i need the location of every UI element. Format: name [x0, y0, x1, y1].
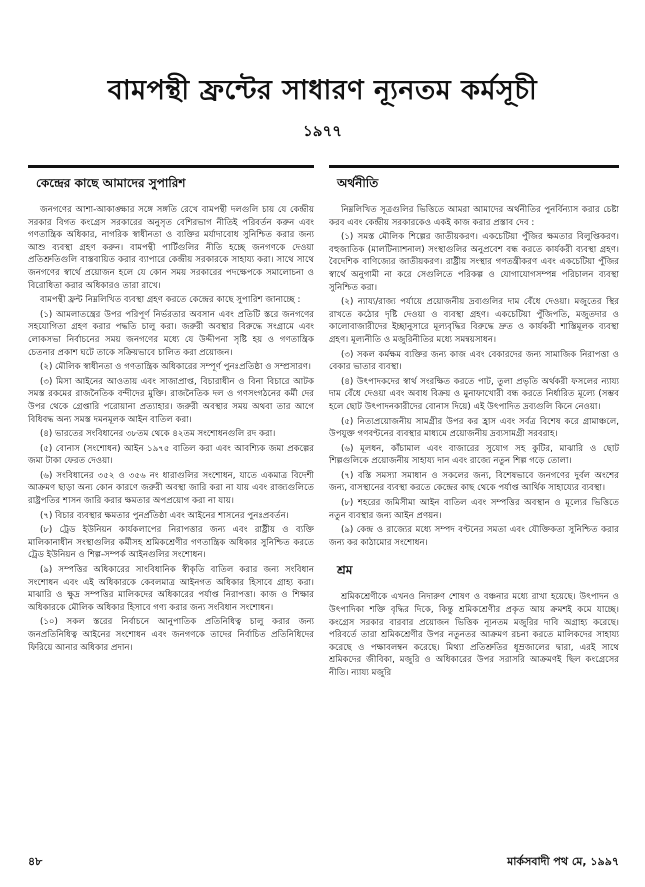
- paragraph: শ্রমিকশ্রেণীকে এখনও নিদারুণ শোষণ ও বঞ্চনার মধ্যে রাখা হয়েছে। উৎপাদন ও উৎপাদিকা শক্তি বৃদ্ধির দিকে, কিন্তু শ্রমিকশ্রেণীর প্রকৃত আয় ক্রমশই কমে যাচ্ছে। কংগ্রেস সরকার বারবার প্রয়োজন ভিত্তিক ন্যূনতম মজুরির দাবি অগ্রাহ্য করেছে। পরিবর্তে তারা শ্রমিকশ্রেণীর উপর নতুনতর আক্রমণ রচনা করতে মালিকদের সাহায্য করেছে ও পক্ষাবলম্বন করেছে। মিথ্যা প্রতিশ্রুতির ধূম্রজালের দ্বারা, এরই সাথে শ্রমিকদের জীবিকা, মজুরি ও অধিকারের উপর সরাসরি আক্রমণই ছিল কংগ্রেসের নীতি। ন্যায্য মজুরি: [329, 592, 619, 678]
- paragraph: জনগণের আশা-আকাঙ্ক্ষার সঙ্গে সঙ্গতি রেখে বামপন্থী দলগুলি চায় যে কেন্দ্রীয় সরকার বিগত কংগ্রেস সরকারের অনুসৃত বেশিরভাগ নীতিই পরিবর্তন করুন এবং গণতান্ত্রিক অধিকার, নাগরিক স্বাধীনতা ও ব্যক্তির মর্যাদাবোধ সুনিশ্চিত করার জন্য আশু ব্যবস্থা গ্রহণ করুন। বামপন্থী পার্টিগুলির নীতি হচ্ছে জনগণকে দেওয়া প্রতিশ্রুতিগুলি বাস্তবায়িত করার ব্যাপারে কেন্দ্রীয় সরকারকে সাহায্য করা। সাথে সাথে জনগণের স্বার্থে প্রয়োজন হলে যে কোন সময় সরকারের পদক্ষেপকে সমালোচনা ও বিরোধিতা করার অধিকারও তারা রাখে।: [28, 205, 314, 291]
- paragraph: (২) মৌলিক স্বাধীনতা ও গণতান্ত্রিক অধিকারের সম্পূর্ণ পুনঃপ্রতিষ্ঠা ও সম্প্রসারণ।: [40, 362, 311, 373]
- document-year: ১৯৭৭: [303, 122, 342, 140]
- paragraph: (৩) সকল কর্মক্ষম ব্যক্তির জন্য কাজ এবং বেকারদের জন্য সামাজিক নিরাপত্তা ও বেকার ভাতার ব্যবস্থা।: [329, 349, 619, 373]
- right-column: [329, 176, 619, 682]
- paragraph: (৯) কেন্দ্র ও রাজ্যের মধ্যে সম্পদ বণ্টনের সমতা এবং যৌক্তিকতা সুনিশ্চিত করার জন্য কর কাঠামোর সংশোধন।: [329, 525, 619, 548]
- left-header-rule: [28, 165, 314, 168]
- paragraph: (২) ন্যায্য/রাজ্য পর্যায়ে প্রয়োজনীয় দ্রব্যগুলির দাম বেঁধে দেওয়া। মজুতের স্থির রাখতে কঠোর দৃষ্টি দেওয়া ও ব্যবস্থা গ্রহণ। একচেটিয়া পুঁজিপতি, মজুতদার ও কালোবাজারীদের ইচ্ছানুসারে মূল্যবৃদ্ধির বিরুদ্ধে দ্রুত ও কার্যকরী শাস্তিমূলক ব্যবস্থা গ্রহণ। মূল্যনীতি ও মজুরিনীতির মধ্যে সমন্বয়সাধন।: [329, 297, 619, 345]
- paragraph: (৯) সম্পত্তির অধিকারের সাংবিধানিক স্বীকৃতি বাতিল করার জন্য সংবিধান সংশোধন এবং এই অধিকারকে কেবলমাত্র আইনগত অধিকার হিসাবে গ্রাহ্য করা। মাঝারি ও ক্ষুদ্র সম্পত্তির মালিকদের অধিকারের পর্যাপ্ত নিরাপত্তা। কাজ ও শিক্ষার অধিকারকে মৌলিক অধিকার হিসাবে গণ্য করার জন্য সংবিধান সংশোধন।: [28, 565, 314, 613]
- paragraph: বামপন্থী ফ্রন্ট নিম্নলিখিত ব্যবস্থা গ্রহণ করতে কেন্দ্রের কাছে সুপারিশ জানাচ্ছে :: [40, 295, 301, 306]
- paragraph: (৭) বিচার ব্যবস্থার ক্ষমতার পুনর্প্রতিষ্ঠা এবং আইনের শাসনের পুনঃপ্রবর্তন।: [40, 510, 289, 521]
- right-paragraphs: [329, 204, 619, 549]
- paragraph: নিম্নলিখিত সূত্রগুলির ভিত্তিতে আমরা আমাদের অর্থনীতির পুনর্বিন্যাস করার চেষ্টা করব এবং কেন্দ্রীয় সরকারকেও একই কাজ করার প্রস্তাব দেব :: [329, 205, 619, 228]
- right-paragraphs-labour: [329, 591, 619, 679]
- right-header-rule: [329, 165, 619, 168]
- section-heading-labour: শ্রম: [337, 563, 353, 578]
- paragraph: (৭) বস্তি সমস্যা সমাধান ও সকলের জন্য, বিশেষভাবে জনগণের দুর্বল অংশের জন্য, বাসস্থানের ব্যবস্থা করতে কেন্দ্রের কাছ থেকে পর্যাপ্ত আর্থিক সাহায্যের ব্যবস্থা।: [329, 470, 619, 494]
- left-column: [28, 176, 314, 656]
- paragraph: (৮) শহরের জমিসীমা আইন বাতিল এবং সম্পত্তির অবস্থান ও মূল্যের ভিত্তিতে নতুন ব্যবস্থার জন্য আইন প্রণয়ন।: [329, 498, 619, 521]
- paragraph: (১) আমলাতন্ত্রের উপর পরিপূর্ণ নির্ভরতার অবসান এবং প্রতিটি স্তরে জনগণের সহযোগিতা গ্রহণ করার পদ্ধতি চালু করা। জরুরী অবস্থার বিরুদ্ধে সংগ্রামে এবং লোকসভা নির্বাচনের সময় জনগণের মধ্যে যে উদ্দীপনা সৃষ্টি হয় ও গণতান্ত্রিক চেতনার প্রকাশ ঘটে তাকে সক্রিয়ভাবে চালিত করা প্রয়োজন।: [28, 309, 314, 358]
- paragraph: (৫) নিত্যপ্রয়োজনীয় সামগ্রীর উপর কর হ্রাস এবং সর্বত্র বিশেষ করে গ্রামাঞ্চলে, উপযুক্ত গণবণ্টনের ব্যবস্থার মাধ্যমে প্রয়োজনীয় দ্রব্যসামগ্রী সরবরাহ।: [329, 416, 619, 440]
- paragraph: (৪) উৎপাদকদের স্বার্থ সংরক্ষিত করতে পাট, তুলা প্রভৃতি অর্থকরী ফসলের ন্যায্য দাম বেঁধে দেওয়া এবং অবাধ বিক্রয় ও মুনাফাখোরী বন্ধ করতে নির্ধারিত মূল্যে (সম্ভব হলে ছোট উৎপাদনকারীদের বোনাস দিয়ে) এই উৎপাদিত দ্রব্যগুলি কিনে নেওয়া।: [329, 376, 619, 412]
- paragraph: (১) সমস্ত মৌলিক শিল্পের জাতীয়করণ। একচেটিয়া পুঁজির ক্ষমতার বিলুপ্তিকরণ। বহুজাতিক (মালটিন্যাশনাল) সংস্থাগুলির অনুপ্রবেশ বন্ধ করতে কার্যকরী ব্যবস্থা গ্রহণ। বৈদেশিক বাণিজ্যের জাতীয়করণ। রাষ্ট্রীয় সংস্থার গণতন্ত্রীকরণ এবং একচেটিয়া পুঁজির স্বার্থে অনুগামী না করে সেগুলিতে পরিকল্প ও যোগাযোগসম্পন্ন পরিচালন ব্যবস্থা সুনিশ্চিত করা।: [329, 232, 619, 293]
- publication-footer: মার্কসবাদী পথ মে, ১৯৯৭: [507, 855, 619, 868]
- left-paragraphs: [28, 204, 314, 654]
- section-heading-economy: অর্থনীতি: [337, 176, 379, 190]
- paragraph: (৮) ট্রেড ইউনিয়ন কার্যকলাপের নিরাপত্তার জন্য এবং রাষ্ট্রীয় ও ব্যক্তি মালিকানাধীন সংস্থাগুলির কর্মীসহ শ্রমিকশ্রেণীর গণতান্ত্রিক অধিকার সুনিশ্চিত করতে ট্রেড ইউনিয়ন ও শিল্প-সম্পর্ক আইনগুলির সংশোধন।: [28, 525, 314, 561]
- paragraph: (৬) মূলধন, কাঁচামাল এবং বাজারের সুযোগ সহ কুটির, মাঝারি ও ছোট শিল্পগুলিকে প্রয়োজনীয় সাহায্য দান এবং রাজ্যে নতুন শিল্প গড়ে তোলা।: [329, 443, 619, 467]
- paragraph: (৫) বোনাস (সংশোধন) আইন ১৯৭৫ বাতিল করা এবং আবশ্যিক জমা প্রকল্পের জমা টাকা ফেরত দেওয়া।: [28, 443, 314, 467]
- document-title: বামপন্থী ফ্রন্টের সাধারণ ন্যূনতম কর্মসূচী: [107, 75, 538, 106]
- page-number: ৪৮: [28, 855, 43, 868]
- paragraph: (৬) সংবিধানের ৩৫২ ও ৩৫৬ নং ধারাগুলির সংশোধন, যাতে একমাত্র বিদেশী আক্রমণ ছাড়া অন্য কোন কারণে জরুরী অবস্থা জারি করা না যায় এবং রাজ্যগুলিতে রাষ্ট্রপতির শাসন জারি করার ক্ষমতার অপপ্রয়োগ করা না যায়।: [28, 470, 314, 507]
- paragraph: (১০) সকল স্তরের নির্বাচনে আনুপাতিক প্রতিনিধিত্ব চালু করার জন্য জনপ্রতিনিধিত্ব আইনের সংশোধন এবং জনগণকে তাদের নির্বাচিত প্রতিনিধিদের ফিরিয়ে আনার অধিকার প্রদান।: [28, 617, 314, 653]
- paragraph: (৪) ভারতের সংবিধানের ৩৮তম থেকে ৪২তম সংশোধনগুলি রদ করা।: [40, 429, 276, 440]
- section-heading-recommendations: কেন্দ্রের কাছে আমাদের সুপারিশ: [36, 176, 186, 190]
- paragraph: (৩) মিসা আইনের আওতায় এবং সাজাপ্রাপ্ত, বিচারাধীন ও বিনা বিচারে আটক সমস্ত রকমের রাজনৈতিক বন্দীদের মুক্তি। রাজনৈতিক দল ও গণসংগঠনের কর্মী দের উপর থেকে গ্রেপ্তারি পরোয়ানা প্রত্যাহার। জরুরী অবস্থার সময় অথবা তার আগে বিধিবদ্ধ অন্য সমস্ত দমনমূলক আইন বাতিল করা।: [28, 376, 314, 425]
